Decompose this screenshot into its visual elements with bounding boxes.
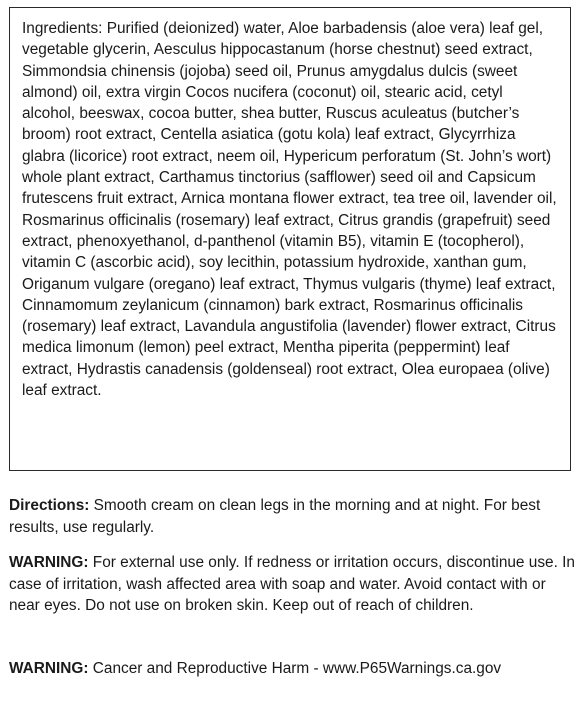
warning-label: WARNING: <box>9 554 89 571</box>
prop65-warning-text: Cancer and Reproductive Harm - www.P65Warnings.ca.gov <box>88 660 502 677</box>
ingredients-panel <box>9 7 571 471</box>
external-use-warning <box>9 552 575 617</box>
external-use-warning-text: For external use only. If redness or irritation occurs, discontinue use. In case of irritation, wash affected area with soap and water. Avoid contact with or near eyes. Do not use on broken skin. Keep out of reach of children. <box>9 554 575 614</box>
warning-label: WARNING: <box>9 660 89 677</box>
ingredients-text: Ingredients: Purified (deionized) water, Aloe barbadensis (aloe vera) leaf gel, vegetable glycerin, Aesculus hippocastanum (horse chestnut) seed extract, Simmondsia chinensis (jojoba) seed oil, Prunus amygdalus dulcis (sweet almond) oil, extra virgin Cocos nucifera (coconut) oil, stearic acid, cetyl alcohol, beeswax, cocoa butter, shea butter, Ruscus aculeatus (butcher’s broom) root extract, Centella asiatica (gotu kola) leaf extract, Glycyrrhiza glabra (licorice) root extract, neem oil, Hypericum perforatum (St. John’s wort) whole plant extract, Carthamus tinctorius (safflower) seed oil and Capsicum frutescens fruit extract, Arnica montana flower extract, tea tree oil, lavender oil, Rosmarinus officinalis (rosemary) leaf extract, Citrus grandis (grapefruit) seed extract, phenoxyethanol, d-panthenol (vitamin B5), vitamin E (tocopherol), vitamin C (ascorbic acid), soy lecithin, potassium hydroxide, xanthan gum, Origanum vulgare (oregano) leaf extract, Thymus vulgaris (thyme) leaf extract, Cinnamomum zeylanicum (cinnamon) bark extract, Rosmarinus officinalis (rosemary) leaf extract, Lavandula angustifolia (lavender) flower extract, Citrus medica limonum (lemon) peel extract, Mentha piperita (peppermint) leaf extract, Hydrastis canadensis (goldenseal) root extract, Olea europaea (olive) leaf extract. <box>22 20 557 400</box>
prop65-warning <box>9 658 575 680</box>
directions-label: Directions: <box>9 497 90 514</box>
directions-paragraph <box>9 495 575 538</box>
directions-text: Smooth cream on clean legs in the morning and at night. For best results, use regularly. <box>9 497 541 536</box>
